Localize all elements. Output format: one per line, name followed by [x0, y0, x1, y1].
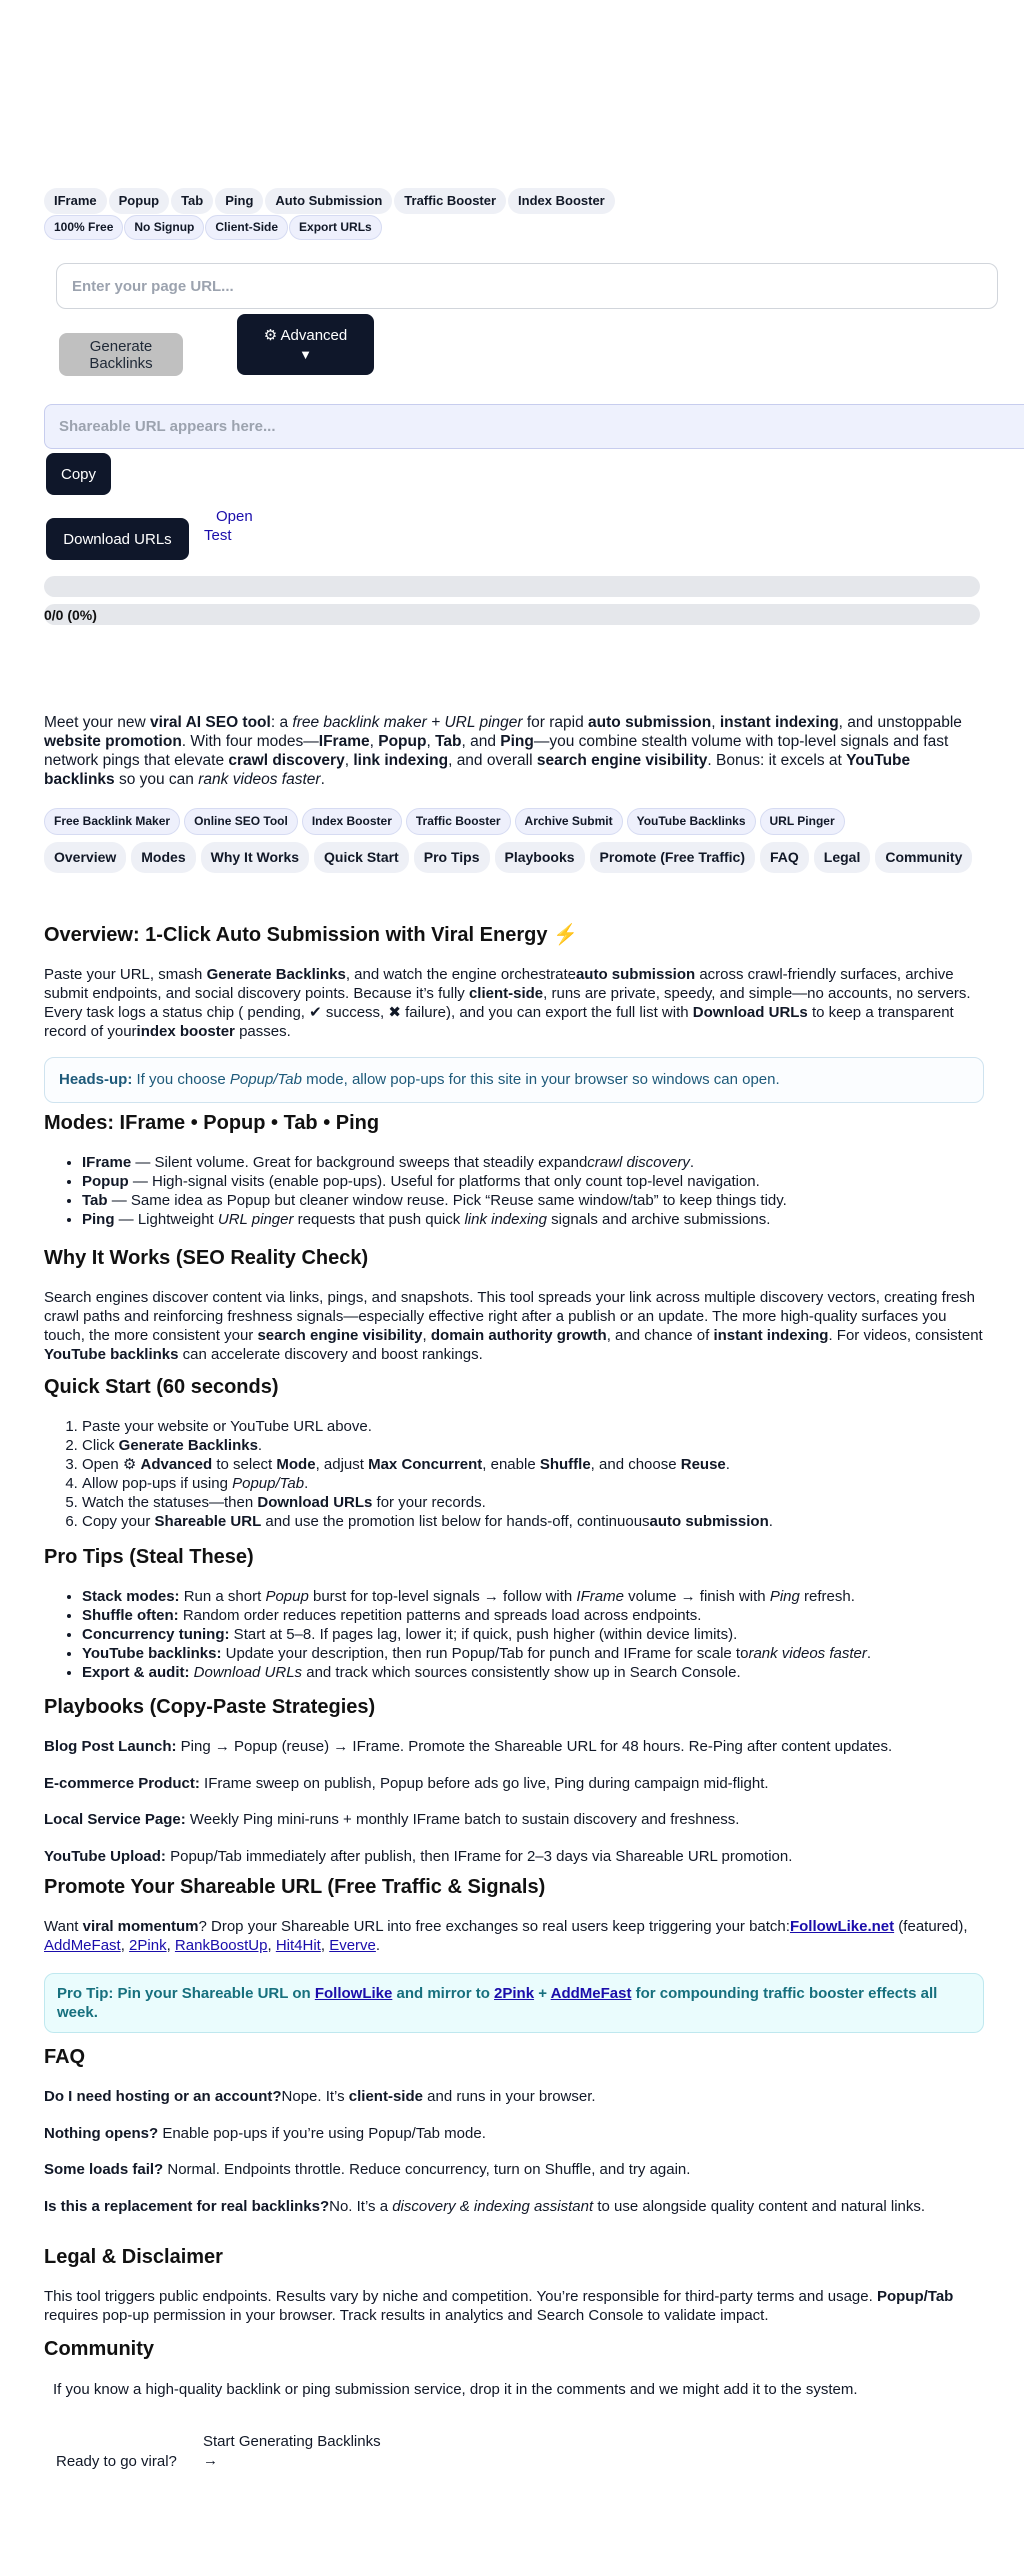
modes-section — [44, 1110, 984, 1229]
list-item: • Popup — High-signal visits (enable pop-ups). Useful for platforms that only count top-level navigation. — [82, 1172, 984, 1191]
playbook-item: YouTube Upload: Popup/Tab immediately after publish, then IFrame for 2–3 days via Shareable URL promotion. — [44, 1847, 793, 1865]
toc-quick-start[interactable]: Quick Start — [314, 842, 409, 873]
badge-export-urls: Export URLs — [289, 215, 382, 240]
list-item: • IFrame — Silent volume. Great for background sweeps that steadily expandcrawl discovery. — [82, 1153, 984, 1172]
list-item: • Shuffle often: Random order reduces repetition patterns and spreads load across endpoints. — [82, 1606, 984, 1625]
toc-modes[interactable]: Modes — [131, 842, 195, 873]
table-of-contents — [44, 842, 974, 873]
kw-chip: Index Booster — [302, 808, 402, 835]
list-item: 3. Open ⚙ Advanced to select Mode, adjust Max Concurrent, enable Shuffle, and choose Reuse. — [82, 1455, 984, 1474]
faq-section — [44, 2044, 984, 2216]
toc-promote[interactable]: Promote (Free Traffic) — [590, 842, 755, 873]
protip-addmefast-link[interactable]: AddMeFast — [550, 1985, 632, 2002]
url-input[interactable] — [56, 263, 998, 309]
community-paragraph: If you know a high-quality backlink or ping submission service, drop it in the comments and we might add it to the system. — [53, 2381, 858, 2398]
faq-title: FAQ — [44, 2046, 86, 2068]
kw-chip: URL Pinger — [760, 808, 845, 835]
chip-tab: Tab — [171, 188, 213, 214]
chevron-down-icon: ▼ — [299, 346, 312, 362]
faq-item: Is this a replacement for real backlinks?No. It’s a discovery & indexing assistant to use alongside quality content and natural links. — [44, 2197, 926, 2215]
hit4hit-link[interactable]: Hit4Hit — [275, 1937, 321, 1954]
playbooks-section — [44, 1694, 984, 1866]
chip-index-booster: Index Booster — [508, 188, 615, 214]
generate-backlinks-button[interactable]: Generate Backlinks — [59, 333, 183, 376]
list-item: • YouTube backlinks: Update your description, then run Popup/Tab for punch and IFrame for scale torank videos faster. — [82, 1644, 984, 1663]
keyword-chips — [44, 808, 1000, 835]
arrow-right-icon: → — [203, 2452, 218, 2469]
overview-title: Overview: 1-Click Auto Submission with Viral Energy ⚡ — [44, 924, 578, 946]
why-title: Why It Works (SEO Reality Check) — [44, 1247, 369, 1269]
start-generating-button[interactable] — [203, 2432, 381, 2470]
why-section — [44, 1245, 984, 1364]
kw-chip: Free Backlink Maker — [44, 808, 180, 835]
toc-why-it-works[interactable]: Why It Works — [201, 842, 309, 873]
playbook-item: Blog Post Launch: Ping → Popup (reuse) → IFrame. Promote the Shareable URL for 48 hours. Re-Ping after content updates. — [44, 1738, 893, 1755]
toc-playbooks[interactable]: Playbooks — [495, 842, 585, 873]
overview-section — [44, 922, 984, 1103]
list-item: • Concurrency tuning: Start at 5–8. If pages lag, lower it; if quick, push higher (within device limits). — [82, 1625, 984, 1644]
2pink-link[interactable]: 2Pink — [129, 1937, 167, 1954]
rankboostup-link[interactable]: RankBoostUp — [174, 1937, 268, 1954]
kw-chip: YouTube Backlinks — [627, 808, 756, 835]
protips-section — [44, 1544, 984, 1682]
quickstart-list — [44, 1417, 984, 1531]
start-generating-label: Start Generating Backlinks — [203, 2433, 381, 2450]
protips-list — [44, 1587, 984, 1682]
legal-paragraph: This tool triggers public endpoints. Results vary by niche and competition. You’re responsible for third-party terms and usage. Popup/Tab requires pop-up permission in your browser. Track results in analytics and Search Console to validate impact. — [44, 2288, 954, 2324]
badge-free: 100% Free — [44, 215, 123, 240]
toc-community[interactable]: Community — [875, 842, 972, 873]
badge-client-side: Client-Side — [205, 215, 288, 240]
protip-callout: Pro Tip: Pin your Shareable URL on FollowLike and mirror to 2Pink + AddMeFast for compounding traffic booster effects all week. — [44, 1973, 984, 2033]
progress-text-bar — [44, 604, 980, 625]
kw-chip: Online SEO Tool — [184, 808, 298, 835]
progress-bar — [44, 576, 980, 597]
legal-title: Legal & Disclaimer — [44, 2246, 223, 2268]
followlike-link[interactable]: FollowLike.net — [789, 1918, 895, 1935]
list-item: • Stack modes: Run a short Popup burst for top-level signals → follow with IFrame volume → finish with Ping refresh. — [82, 1587, 984, 1606]
headsup-callout: Heads-up: If you choose Popup/Tab mode, allow pop-ups for this site in your browser so windows can open. — [44, 1057, 984, 1103]
promote-title: Promote Your Shareable URL (Free Traffic & Signals) — [44, 1876, 546, 1898]
community-section — [44, 2336, 984, 2400]
list-item: • Export & audit: Download URLs and track which sources consistently show up in Search Console. — [82, 1663, 984, 1682]
overview-paragraph: Paste your URL, smash Generate Backlinks, and watch the engine orchestrateauto submission across crawl-friendly surfaces, archive submit endpoints, and social discovery points. Because it’s fully client-side, runs are private, speedy, and simple—no accounts, no servers. Every task logs a status chip ( pending, ✔ success, ✖ failure), and you can export the full list with Download URLs to keep a transparent record of yourindex booster passes. — [44, 966, 971, 1040]
badge-no-signup: No Signup — [124, 215, 204, 240]
protip-followlike-link[interactable]: FollowLike — [314, 1985, 393, 2002]
modes-title: Modes: IFrame • Popup • Tab • Ping — [44, 1112, 380, 1134]
chip-ping: Ping — [215, 188, 263, 214]
faq-item: Some loads fail? Normal. Endpoints throttle. Reduce concurrency, turn on Shuffle, and try again. — [44, 2161, 691, 2178]
playbooks-title: Playbooks (Copy-Paste Strategies) — [44, 1696, 376, 1718]
modes-list — [44, 1153, 984, 1229]
kw-chip: Archive Submit — [515, 808, 623, 835]
playbook-item: Local Service Page: Weekly Ping mini-runs + monthly IFrame batch to sustain discovery and freshness. — [44, 1811, 740, 1828]
open-test-link[interactable] — [204, 507, 253, 545]
promote-section — [44, 1874, 984, 2033]
legal-section — [44, 2244, 984, 2325]
chip-popup: Popup — [109, 188, 169, 214]
faq-item: Do I need hosting or an account?Nope. It’s client-side and runs in your browser. — [44, 2088, 596, 2105]
advanced-label: ⚙ Advanced — [263, 326, 348, 344]
chip-iframe: IFrame — [44, 188, 107, 214]
advanced-button[interactable] — [237, 314, 374, 375]
intro-paragraph: Meet your new viral AI SEO tool: a free backlink maker + URL pinger for rapid auto submission, instant indexing, and unstoppable website promotion. With four modes—IFrame, Popup, Tab, and Ping—you combine stealth volume with top-level signals and fast network pings that elevate crawl discovery, link indexing, and overall search engine visibility. Bonus: it excels at YouTube backlinks so you can rank videos faster. — [44, 714, 962, 788]
list-item: 4. Allow pop-ups if using Popup/Tab. — [82, 1474, 984, 1493]
chip-traffic-booster: Traffic Booster — [394, 188, 506, 214]
list-item: 2. Click Generate Backlinks. — [82, 1436, 984, 1455]
list-item: • Tab — Same idea as Popup but cleaner window reuse. Pick “Reuse same window/tab” to keep things tidy. — [82, 1191, 984, 1210]
quickstart-title: Quick Start (60 seconds) — [44, 1376, 279, 1398]
copy-button[interactable]: Copy — [46, 453, 111, 495]
badge-row — [44, 215, 1000, 240]
progress-text: 0/0 (0%) — [44, 607, 97, 623]
cta-question: Ready to go viral? — [56, 2453, 177, 2470]
toc-legal[interactable]: Legal — [814, 842, 871, 873]
open-test-line2: Test — [204, 527, 232, 544]
protips-title: Pro Tips (Steal These) — [44, 1546, 254, 1568]
list-item: • Ping — Lightweight URL pinger requests that push quick link indexing signals and archive submissions. — [82, 1210, 984, 1229]
promote-paragraph: Want viral momentum? Drop your Shareable URL into free exchanges so real users keep triggering your batch:FollowLike.net (featured), AddMeFast, 2Pink, RankBoostUp, Hit4Hit, Everve. — [44, 1918, 968, 1954]
feature-chips — [44, 188, 1000, 214]
community-title: Community — [44, 2338, 154, 2360]
toc-faq[interactable]: FAQ — [760, 842, 809, 873]
shareable-url-input[interactable] — [44, 404, 1024, 449]
kw-chip: Traffic Booster — [406, 808, 511, 835]
addmefast-link[interactable]: AddMeFast — [44, 1937, 121, 1954]
list-item: 5. Watch the statuses—then Download URLs for your records. — [82, 1493, 984, 1512]
download-urls-button[interactable]: Download URLs — [46, 518, 189, 560]
open-test-line1: Open — [216, 508, 253, 525]
toc-pro-tips[interactable]: Pro Tips — [414, 842, 490, 873]
quickstart-section — [44, 1374, 984, 1531]
faq-item: Nothing opens? Enable pop-ups if you’re using Popup/Tab mode. — [44, 2124, 486, 2142]
list-item: 6. Copy your Shareable URL and use the promotion list below for hands-off, continuousauto submission. — [82, 1512, 984, 1531]
chip-auto-submission: Auto Submission — [265, 188, 392, 214]
toc-overview[interactable]: Overview — [44, 842, 126, 873]
protip-2pink-link[interactable]: 2Pink — [494, 1985, 535, 2002]
playbook-item: E-commerce Product: IFrame sweep on publish, Popup before ads go live, Ping during campaign mid-flight. — [44, 1774, 769, 1792]
everve-link[interactable]: Everve — [329, 1937, 376, 1954]
why-paragraph: Search engines discover content via links, pings, and snapshots. This tool spreads your link across multiple discovery vectors, creating fresh crawl paths and reinforcing freshness signals—especially effective right after a publish or an update. The more high-quality surfaces you touch, the more consistent your search engine visibility, domain authority growth, and chance of instant indexing. For videos, consistent YouTube backlinks can accelerate discovery and boost rankings. — [44, 1289, 983, 1363]
list-item: 1. Paste your website or YouTube URL above. — [82, 1417, 984, 1436]
